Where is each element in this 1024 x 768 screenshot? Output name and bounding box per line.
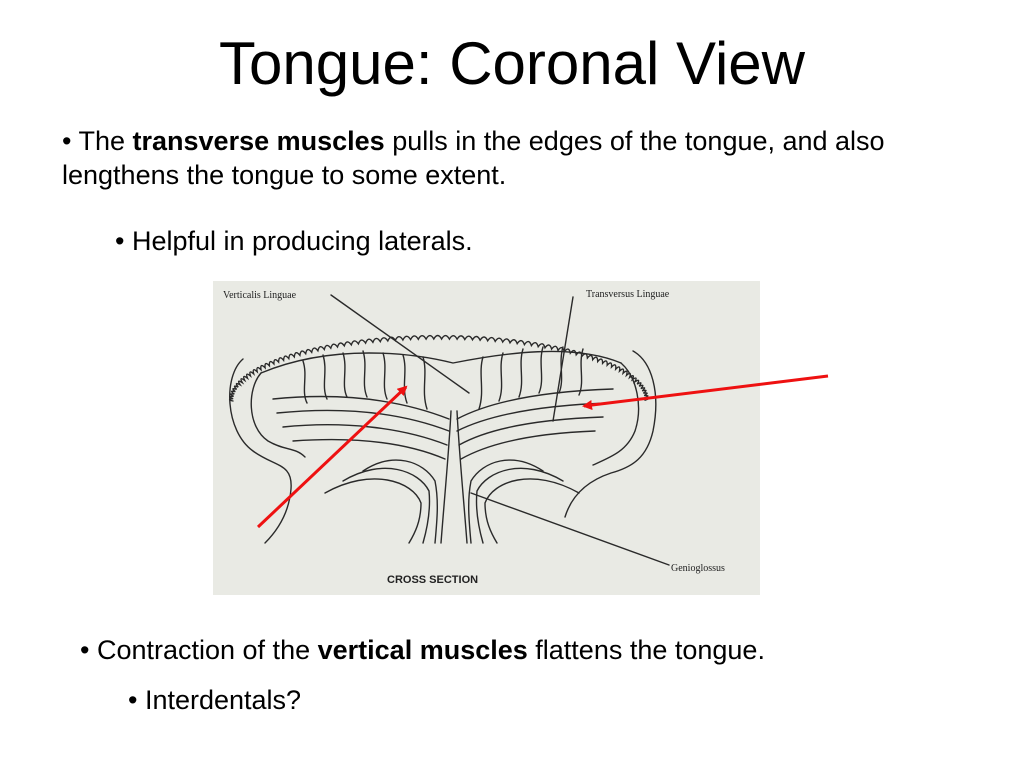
tongue-dorsal-papillae (230, 336, 649, 402)
tongue-upper-surface (261, 351, 621, 373)
bullet-marker: • (128, 685, 138, 715)
bullet-text-bold: vertical muscles (317, 635, 528, 665)
bullet-text-pre: The (78, 126, 125, 156)
tongue-left-contour (230, 359, 291, 543)
bullet-transverse-muscles (62, 124, 942, 192)
median-septum (441, 411, 451, 543)
bullet-text-post: pulls in the edges of the tongue, and also lengthens the tongue to some extent. (62, 126, 885, 190)
sub-bullet-laterals (115, 224, 473, 258)
figure-caption: CROSS SECTION (387, 574, 479, 586)
tongue-left-inner-contour (251, 373, 305, 457)
tongue-right-inner-contour (593, 363, 639, 465)
sub-bullet-interdentals (128, 683, 301, 717)
bullet-text: Interdentals? (144, 685, 302, 715)
bullet-vertical-muscles (80, 633, 765, 667)
slide-title: Tongue: Coronal View (219, 30, 805, 97)
bullet-marker: • (115, 226, 125, 256)
transversus-leader-line (553, 297, 573, 421)
label-transversus-linguae: Transversus Linguae (586, 289, 670, 300)
bullet-text: Helpful in producing laterals. (131, 226, 473, 256)
bullet-text-post: flattens the tongue. (535, 635, 765, 665)
tongue-cross-section-figure (213, 281, 760, 595)
bullet-marker: • (80, 635, 90, 665)
bullet-marker: • (62, 126, 72, 156)
bullet-text-pre: Contraction of the (96, 635, 311, 665)
label-verticalis-linguae: Verticalis Linguae (223, 290, 297, 301)
bullet-text-bold: transverse muscles (132, 126, 385, 156)
tongue-cross-section-drawing (213, 281, 760, 595)
label-genioglossus: Genioglossus (671, 563, 725, 574)
